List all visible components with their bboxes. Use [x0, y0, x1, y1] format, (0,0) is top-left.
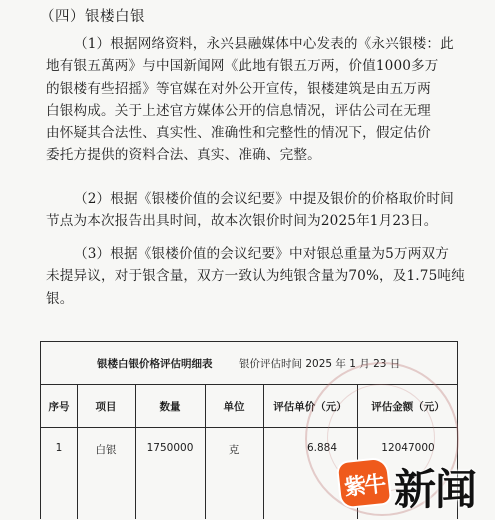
news-watermark-logo [340, 455, 490, 515]
table-divider [263, 385, 264, 519]
table-divider [135, 385, 136, 519]
paragraph-line: 节点为本次报告出具时间，故本次银价时间为2025年1月23日。 [46, 213, 438, 230]
table-title: 银楼白银价格评估明细表 [97, 358, 213, 370]
header-cell-unit-price: 评估单价（元） [273, 400, 347, 413]
paragraph-3 [46, 243, 465, 310]
header-cell-index: 序号 [48, 400, 70, 413]
paragraph-line: 银。 [46, 290, 74, 307]
paragraph-1 [46, 33, 454, 167]
table-divider [77, 385, 78, 519]
cell-quantity: 1750000 [146, 442, 194, 454]
header-cell-amount: 评估金额（元） [371, 400, 445, 413]
header-cell-quantity: 数量 [159, 400, 181, 413]
paragraph-line: 的银楼有些招摇》等官媒在对外公开宣传，银楼建筑是由五万两 [46, 80, 431, 97]
cell-item: 白银 [95, 444, 117, 456]
paragraph-line: 未提异议，对于银含量，双方一致认为纯银含量为70%，及1.75吨纯 [46, 268, 465, 285]
cell-index: 1 [55, 442, 63, 454]
cell-amount: 12047000 [381, 442, 435, 454]
table-header-row [41, 385, 457, 428]
paragraph-2 [46, 188, 454, 233]
table-valuation-time: 银价评估时间 2025 年 1 月 23 日 [239, 358, 401, 370]
cell-unit-price: 6.884 [306, 442, 337, 454]
section-heading: （四）银楼白银 [40, 9, 145, 25]
paragraph-line: 委托方提供的资料合法、真实、准确、完整。 [46, 147, 321, 164]
paragraph-line: 由怀疑其合法性、真实性、准确性和完整性的情况下，假定估价 [46, 125, 431, 142]
paragraph-line: （1）根据网络资料，永兴县融媒体中心发表的《永兴银楼：此 [74, 36, 454, 52]
header-cell-item: 项目 [95, 400, 117, 413]
table-title-row [41, 342, 457, 385]
table-divider [205, 385, 206, 519]
badge-text: 紫牛 [343, 471, 386, 502]
purple-cow-badge-icon [338, 459, 390, 508]
logo-wordmark: 新闻 [394, 465, 477, 514]
header-cell-unit: 单位 [223, 400, 245, 413]
cell-unit: 克 [228, 444, 240, 456]
paragraph-line: （2）根据《银楼价值的会议纪要》中提及银价的价格取价时间 [74, 191, 454, 207]
paragraph-line: 地有银五萬两》与中国新闻网《此地有银五万两，价值1000多万 [46, 58, 439, 75]
paragraph-line: （3）根据《银楼价值的会议纪要》中对银总重量为5万两双方 [74, 246, 449, 262]
paragraph-line: 白银构成。关于上述官方媒体公开的信息情况，评估公司在无理 [46, 102, 431, 119]
